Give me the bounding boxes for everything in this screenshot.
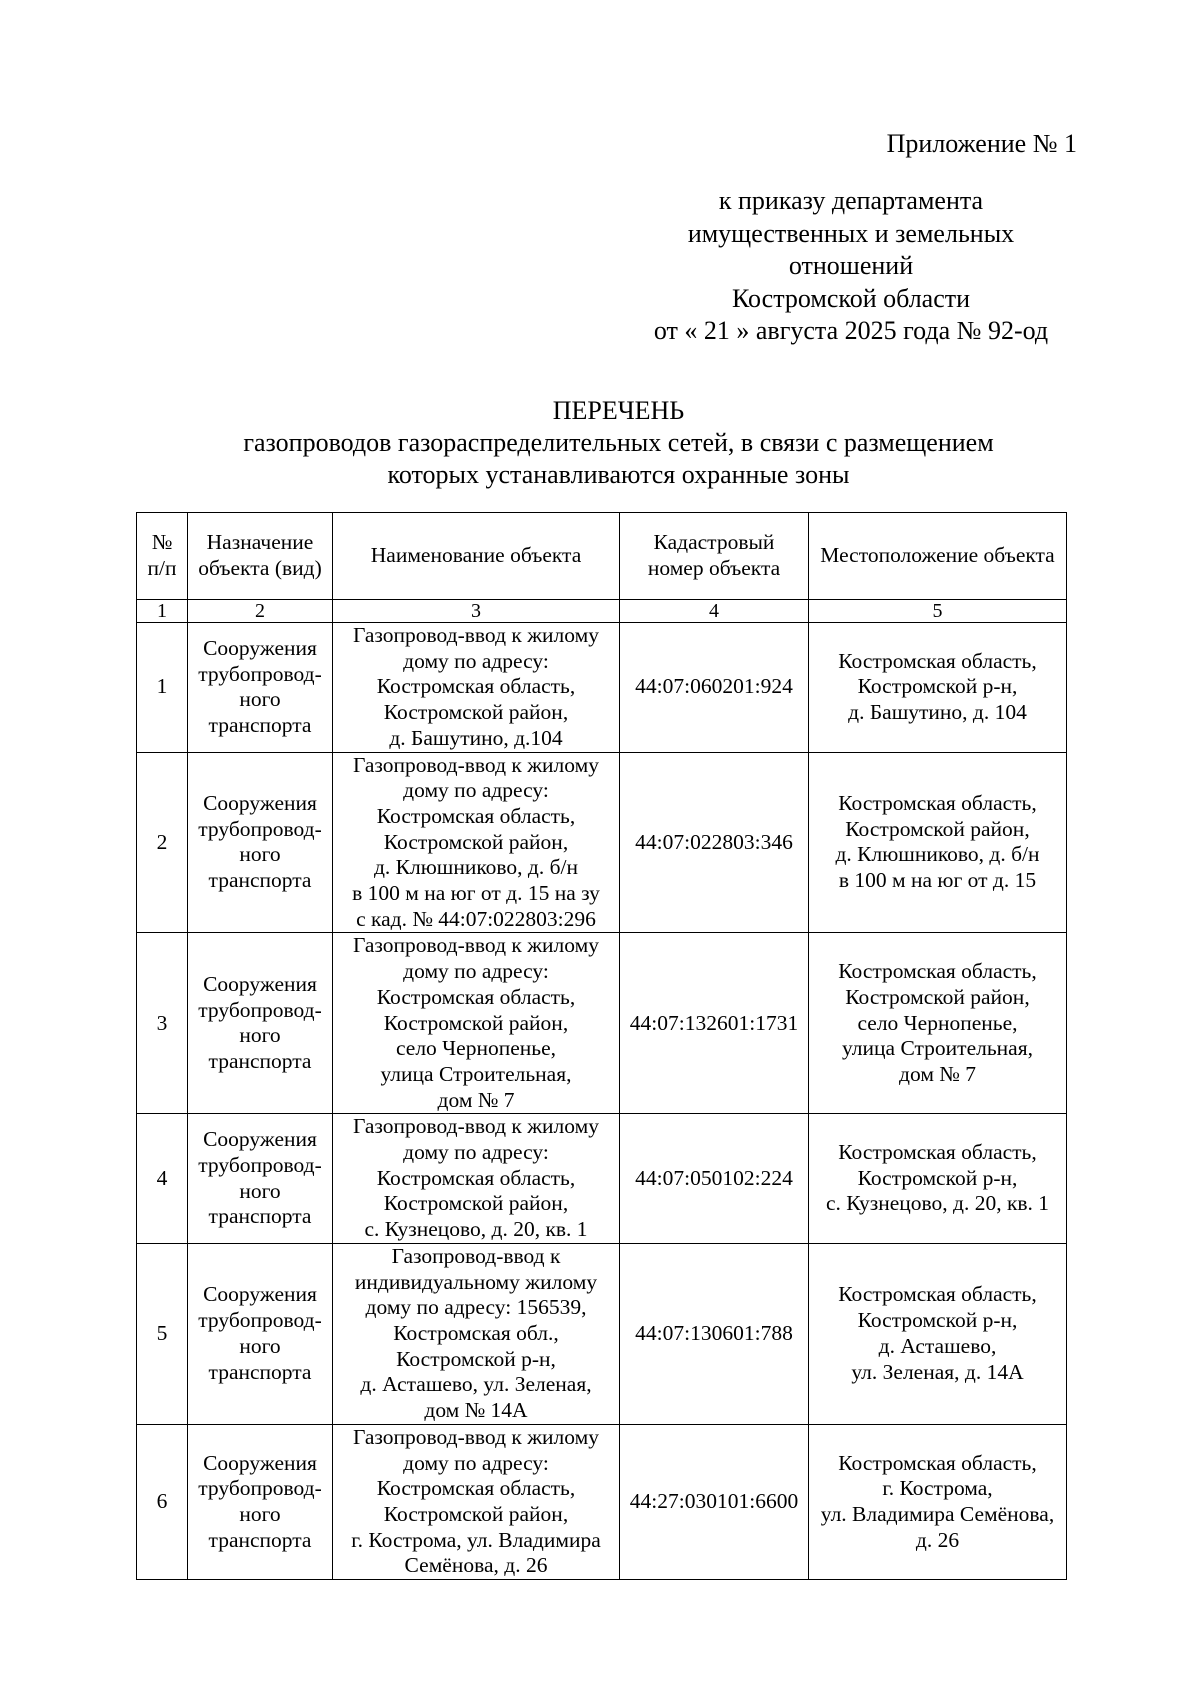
cell-purpose bbox=[188, 623, 333, 753]
cell-location bbox=[809, 623, 1067, 753]
cell-object-name-line: Костромская область, bbox=[376, 984, 576, 1009]
table-header-row bbox=[137, 513, 1067, 600]
cell-number: 5 bbox=[137, 1243, 188, 1424]
cell-location-line: Костромской р-н, bbox=[857, 674, 1018, 699]
cell-location-line: Костромская область, bbox=[838, 1282, 1037, 1307]
cell-location-line: ул. Владимира Семёнова, bbox=[820, 1501, 1055, 1526]
cell-object-name-line: Газопровод-ввод к жилому bbox=[352, 1424, 599, 1449]
cell-object-name-line: с. Кузнецово, д. 20, кв. 1 bbox=[364, 1217, 588, 1242]
cell-object-name-line: Газопровод-ввод к жилому bbox=[352, 1114, 599, 1139]
cell-purpose-line: Сооружения bbox=[203, 635, 317, 660]
cell-location-line: с. Кузнецово, д. 20, кв. 1 bbox=[825, 1191, 1050, 1216]
cell-object-name-line: Костромской район, bbox=[383, 829, 569, 854]
list-subtitle-line: которых устанавливаются охранные зоны bbox=[387, 460, 850, 489]
table-row bbox=[137, 933, 1067, 1114]
table-row bbox=[137, 752, 1067, 933]
cell-object-name bbox=[333, 1424, 620, 1579]
cell-location-line: Костромской р-н, bbox=[857, 1308, 1018, 1333]
column-number: 1 bbox=[137, 600, 188, 623]
cell-object-name bbox=[333, 933, 620, 1114]
cell-object-name-line: д. Башутино, д.104 bbox=[389, 725, 563, 750]
cell-purpose-line: ного bbox=[239, 842, 281, 867]
cell-location-line: д. Клюшниково, д. б/н bbox=[835, 842, 1040, 867]
cell-object-name-line: в 100 м на юг от д. 15 на зу bbox=[352, 881, 600, 906]
list-title: ПЕРЕЧЕНЬ bbox=[552, 396, 685, 425]
cell-cadastral-number: 44:07:022803:346 bbox=[620, 752, 809, 933]
cell-object-name-line: дому по адресу: bbox=[403, 1140, 549, 1165]
cell-location-line: Костромская область, bbox=[838, 791, 1037, 816]
cell-purpose-line: ного bbox=[239, 1333, 281, 1358]
column-number: 4 bbox=[620, 600, 809, 623]
cell-object-name bbox=[333, 1243, 620, 1424]
cell-location-line: д. Асташево, bbox=[878, 1333, 997, 1358]
cell-purpose-line: Сооружения bbox=[203, 791, 317, 816]
cell-object-name-line: Костромской район, bbox=[383, 1501, 569, 1526]
cell-purpose-line: трубопровод- bbox=[198, 1476, 322, 1501]
cell-location-line: улица Строительная, bbox=[842, 1036, 1033, 1061]
cell-number: 4 bbox=[137, 1114, 188, 1244]
order-reference bbox=[620, 185, 1082, 348]
cell-cadastral-number: 44:07:130601:788 bbox=[620, 1243, 809, 1424]
header-cadastral: Кадастровый номер объекта bbox=[620, 513, 809, 600]
cell-location bbox=[809, 752, 1067, 933]
cell-purpose-line: транспорта bbox=[208, 712, 312, 737]
cell-location-line: г. Кострома, bbox=[882, 1476, 993, 1501]
cell-object-name-line: д. Асташево, ул. Зеленая, bbox=[360, 1372, 592, 1397]
cell-object-name-line: улица Строительная, bbox=[380, 1061, 572, 1086]
cell-object-name-line: дому по адресу: bbox=[403, 959, 549, 984]
cell-number: 1 bbox=[137, 623, 188, 753]
cell-object-name-line: Газопровод-ввод к bbox=[391, 1243, 561, 1268]
cell-location bbox=[809, 933, 1067, 1114]
cell-number: 2 bbox=[137, 752, 188, 933]
cell-object-name-line: Газопровод-ввод к жилому bbox=[352, 752, 599, 777]
cell-object-name bbox=[333, 1114, 620, 1244]
column-number: 3 bbox=[333, 600, 620, 623]
cell-purpose-line: Сооружения bbox=[203, 1127, 317, 1152]
cell-purpose-line: ного bbox=[239, 1023, 281, 1048]
cell-purpose-line: трубопровод- bbox=[198, 816, 322, 841]
cell-object-name-line: село Чернопенье, bbox=[395, 1036, 556, 1061]
cell-object-name-line: дому по адресу: bbox=[403, 1450, 549, 1475]
list-heading bbox=[0, 395, 1200, 491]
cell-object-name-line: дом № 14А bbox=[424, 1398, 528, 1423]
cell-location-line: в 100 м на юг от д. 15 bbox=[838, 868, 1037, 893]
cell-object-name bbox=[333, 752, 620, 933]
cell-purpose-line: ного bbox=[239, 687, 281, 712]
cell-object-name bbox=[333, 623, 620, 753]
order-reference-line: имущественных и земельных bbox=[687, 218, 1015, 248]
cell-object-name-line: Костромской район, bbox=[383, 1010, 569, 1035]
cell-purpose-line: транспорта bbox=[208, 1204, 312, 1229]
cell-location-line: Костромская область, bbox=[838, 648, 1037, 673]
header-location: Местоположение объекта bbox=[809, 513, 1067, 600]
cell-object-name-line: Костромская область, bbox=[376, 803, 576, 828]
cell-number: 6 bbox=[137, 1424, 188, 1579]
cell-object-name-line: дому по адресу: bbox=[403, 778, 549, 803]
cell-object-name-line: Костромская область, bbox=[376, 1476, 576, 1501]
cell-purpose-line: трубопровод- bbox=[198, 997, 322, 1022]
cell-object-name-line: Семёнова, д. 26 bbox=[404, 1553, 548, 1578]
cell-number: 3 bbox=[137, 933, 188, 1114]
cell-object-name-line: Газопровод-ввод к жилому bbox=[352, 933, 599, 958]
cell-cadastral-number: 44:07:050102:224 bbox=[620, 1114, 809, 1244]
cell-purpose-line: трубопровод- bbox=[198, 1152, 322, 1177]
header-name: Наименование объекта bbox=[333, 513, 620, 600]
cell-location bbox=[809, 1114, 1067, 1244]
column-number: 5 bbox=[809, 600, 1067, 623]
cell-purpose-line: транспорта bbox=[208, 868, 312, 893]
cell-location-line: д. 26 bbox=[915, 1527, 960, 1552]
table-body bbox=[137, 623, 1067, 1580]
cell-object-name-line: Костромской р-н, bbox=[396, 1346, 556, 1371]
cell-purpose bbox=[188, 933, 333, 1114]
cell-purpose-line: транспорта bbox=[208, 1359, 312, 1384]
cell-location bbox=[809, 1424, 1067, 1579]
order-reference-line: Костромской области bbox=[731, 283, 971, 313]
list-subtitle-line: газопроводов газораспределительных сетей, в связи с размещением bbox=[243, 428, 994, 457]
cell-object-name-line: Костромская область, bbox=[376, 1165, 576, 1190]
cell-purpose-line: ного bbox=[239, 1501, 281, 1526]
cell-purpose bbox=[188, 752, 333, 933]
cell-object-name-line: дом № 7 bbox=[437, 1087, 515, 1112]
cell-object-name-line: дому по адресу: 156539, bbox=[365, 1295, 587, 1320]
order-reference-line: отношений bbox=[788, 251, 914, 280]
column-number-row bbox=[137, 600, 1067, 623]
cell-purpose bbox=[188, 1243, 333, 1424]
cell-object-name-line: Костромской район, bbox=[383, 1191, 569, 1216]
table-row bbox=[137, 1243, 1067, 1424]
cell-location-line: Костромской район, bbox=[845, 816, 1030, 841]
cell-purpose-line: Сооружения bbox=[203, 971, 317, 996]
cell-object-name-line: Костромская область, bbox=[376, 674, 576, 699]
cell-purpose-line: транспорта bbox=[208, 1049, 312, 1074]
cell-purpose bbox=[188, 1114, 333, 1244]
appendix-title: Приложение № 1 bbox=[886, 129, 1077, 158]
cell-object-name-line: индивидуальному жилому bbox=[354, 1269, 598, 1294]
cell-purpose-line: транспорта bbox=[208, 1527, 312, 1552]
column-number: 2 bbox=[188, 600, 333, 623]
cell-purpose-line: Сооружения bbox=[203, 1282, 317, 1307]
table-row bbox=[137, 1424, 1067, 1579]
cell-location-line: д. Башутино, д. 104 bbox=[848, 700, 1027, 725]
cell-object-name-line: г. Кострома, ул. Владимира bbox=[351, 1527, 601, 1552]
cell-object-name-line: дому по адресу: bbox=[403, 648, 549, 673]
table-row bbox=[137, 1114, 1067, 1244]
cell-location-line: дом № 7 bbox=[899, 1061, 976, 1086]
cell-location-line: Костромская область, bbox=[838, 1140, 1037, 1165]
cell-cadastral-number: 44:07:132601:1731 bbox=[620, 933, 809, 1114]
cell-cadastral-number: 44:07:060201:924 bbox=[620, 623, 809, 753]
cell-purpose-line: трубопровод- bbox=[198, 661, 322, 686]
cell-location-line: ул. Зеленая, д. 14А bbox=[851, 1359, 1024, 1384]
cell-location-line: Костромской район, bbox=[845, 984, 1030, 1009]
cell-purpose-line: Сооружения bbox=[203, 1450, 317, 1475]
gas-pipelines-table bbox=[136, 512, 1067, 1580]
cell-location-line: Костромской р-н, bbox=[857, 1165, 1018, 1190]
cell-purpose-line: ного bbox=[239, 1178, 281, 1203]
cell-location bbox=[809, 1243, 1067, 1424]
cell-purpose-line: трубопровод- bbox=[198, 1308, 322, 1333]
header-number: № п/п bbox=[137, 513, 188, 600]
header-purpose: Назначение объекта (вид) bbox=[188, 513, 333, 600]
table-row bbox=[137, 623, 1067, 753]
cell-object-name-line: Газопровод-ввод к жилому bbox=[352, 623, 599, 647]
cell-object-name-line: Костромской район, bbox=[383, 700, 569, 725]
order-reference-line: от « 21 » августа 2025 года № 92-од bbox=[653, 316, 1049, 345]
cell-location-line: село Чернопенье, bbox=[857, 1010, 1018, 1035]
cell-purpose bbox=[188, 1424, 333, 1579]
cell-object-name-line: Костромская обл., bbox=[393, 1320, 559, 1345]
cell-location-line: Костромская область, bbox=[838, 959, 1037, 984]
cell-location-line: Костромская область, bbox=[838, 1450, 1037, 1475]
cell-object-name-line: д. Клюшниково, д. б/н bbox=[373, 855, 579, 880]
order-reference-line: к приказу департамента bbox=[718, 186, 984, 215]
cell-object-name-line: с кад. № 44:07:022803:296 bbox=[356, 906, 596, 931]
cell-cadastral-number: 44:27:030101:6600 bbox=[620, 1424, 809, 1579]
